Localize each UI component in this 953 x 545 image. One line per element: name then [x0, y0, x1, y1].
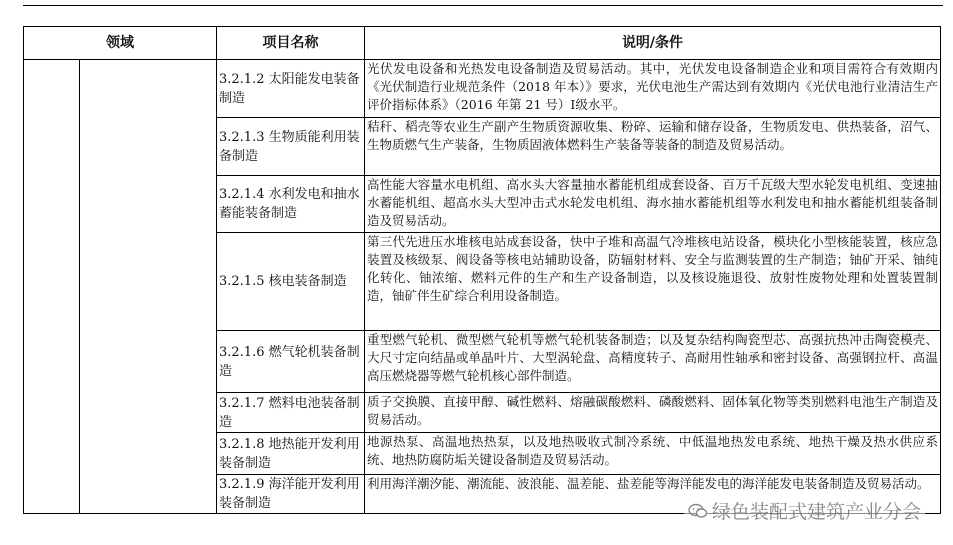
item-name-cell: 3.2.1.8 地热能开发利用装备制造 [217, 433, 365, 475]
item-name-cell: 3.2.1.7 燃料电池装备制造 [217, 393, 365, 433]
domain-cell-level2 [80, 60, 217, 514]
item-name-cell: 3.2.1.2 太阳能发电装备制造 [217, 60, 365, 118]
description-cell: 利用海洋潮汐能、潮流能、波浪能、温差能、盐差能等海洋能发电的海洋能发电装备制造及贸易活动。 [365, 475, 941, 514]
item-name-cell: 3.2.1.6 燃气轮机装备制造 [217, 331, 365, 393]
description-cell: 地源热泵、高温地热热泵，以及地热吸收式制冷系统、中低温地热发电系统、地热干燥及热水供应系统、地热防腐防垢关键设备制造及贸易活动。 [365, 433, 941, 475]
item-name-cell: 3.2.1.9 海洋能开发利用装备制造 [217, 475, 365, 514]
table-header-row [24, 27, 941, 60]
item-name-cell: 3.2.1.4 水利发电和抽水蓄能装备制造 [217, 176, 365, 233]
header-description: 说明/条件 [365, 27, 941, 60]
description-cell: 高性能大容量水电机组、高水头大容量抽水蓄能机组成套设备、百万千瓦级大型水轮发电机组、变速抽水蓄能机组、超高水头大型冲击式水轮发电机组、海水抽水蓄能机组等水利发电和抽水蓄能机组装备制造及贸易活动。 [365, 176, 941, 233]
header-item-name: 项目名称 [217, 27, 365, 60]
table-row [24, 60, 941, 118]
description-cell: 重型燃气轮机、微型燃气轮机等燃气轮机装备制造；以及复杂结构陶瓷型芯、高强抗热冲击陶瓷模壳、大尺寸定向结晶或单晶叶片、大型涡轮盘、高精度转子、高耐用性轴承和密封设备、高强钢拉杆、高温高压燃烧器等燃气轮机核心部件制造。 [365, 331, 941, 393]
item-name-cell: 3.2.1.3 生物质能利用装备制造 [217, 118, 365, 176]
watermark-text: 绿色装配式建筑产业分会 [711, 501, 921, 523]
description-cell: 质子交换膜、直接甲醇、碱性燃料、熔融碳酸燃料、磷酸燃料、固体氧化物等类别燃料电池生产制造及贸易活动。 [365, 393, 941, 433]
description-cell: 秸秆、稻壳等农业生产副产生物质资源收集、粉碎、运输和储存设备，生物质发电、供热装备，沼气、生物质燃气生产装备，生物质固液体燃料生产装备等装备的制造及贸易活动。 [365, 118, 941, 176]
industry-table [23, 26, 941, 514]
page-top-rule [23, 5, 943, 6]
watermark [684, 496, 925, 525]
item-name-cell: 3.2.1.5 核电装备制造 [217, 233, 365, 331]
wechat-icon [688, 503, 708, 519]
domain-cell-level1 [24, 60, 80, 514]
description-cell: 光伏发电设备和光热发电设备制造及贸易活动。其中，光伏发电设备制造企业和项目需符合有效期内《光伏制造行业规范条件（2018 年本）》要求，光伏电池生产需达到有效期内《光伏电池行业清洁生产评价指标体系》（2016 年第 21 号）Ⅰ级水平。 [365, 60, 941, 118]
description-cell: 第三代先进压水堆核电站成套设备，快中子堆和高温气冷堆核电站设备，模块化小型核能装置，核应急装置及核级泵、阀设备等核电站辅助设备，防辐射材料、安全与监测装置的生产制造；铀矿开采、铀纯化转化、铀浓缩、燃料元件的生产和生产设备制造，以及核设施退役、放射性废物处理和处置装置制造，铀矿伴生矿综合利用设备制造。 [365, 233, 941, 331]
header-domain: 领域 [24, 27, 217, 60]
